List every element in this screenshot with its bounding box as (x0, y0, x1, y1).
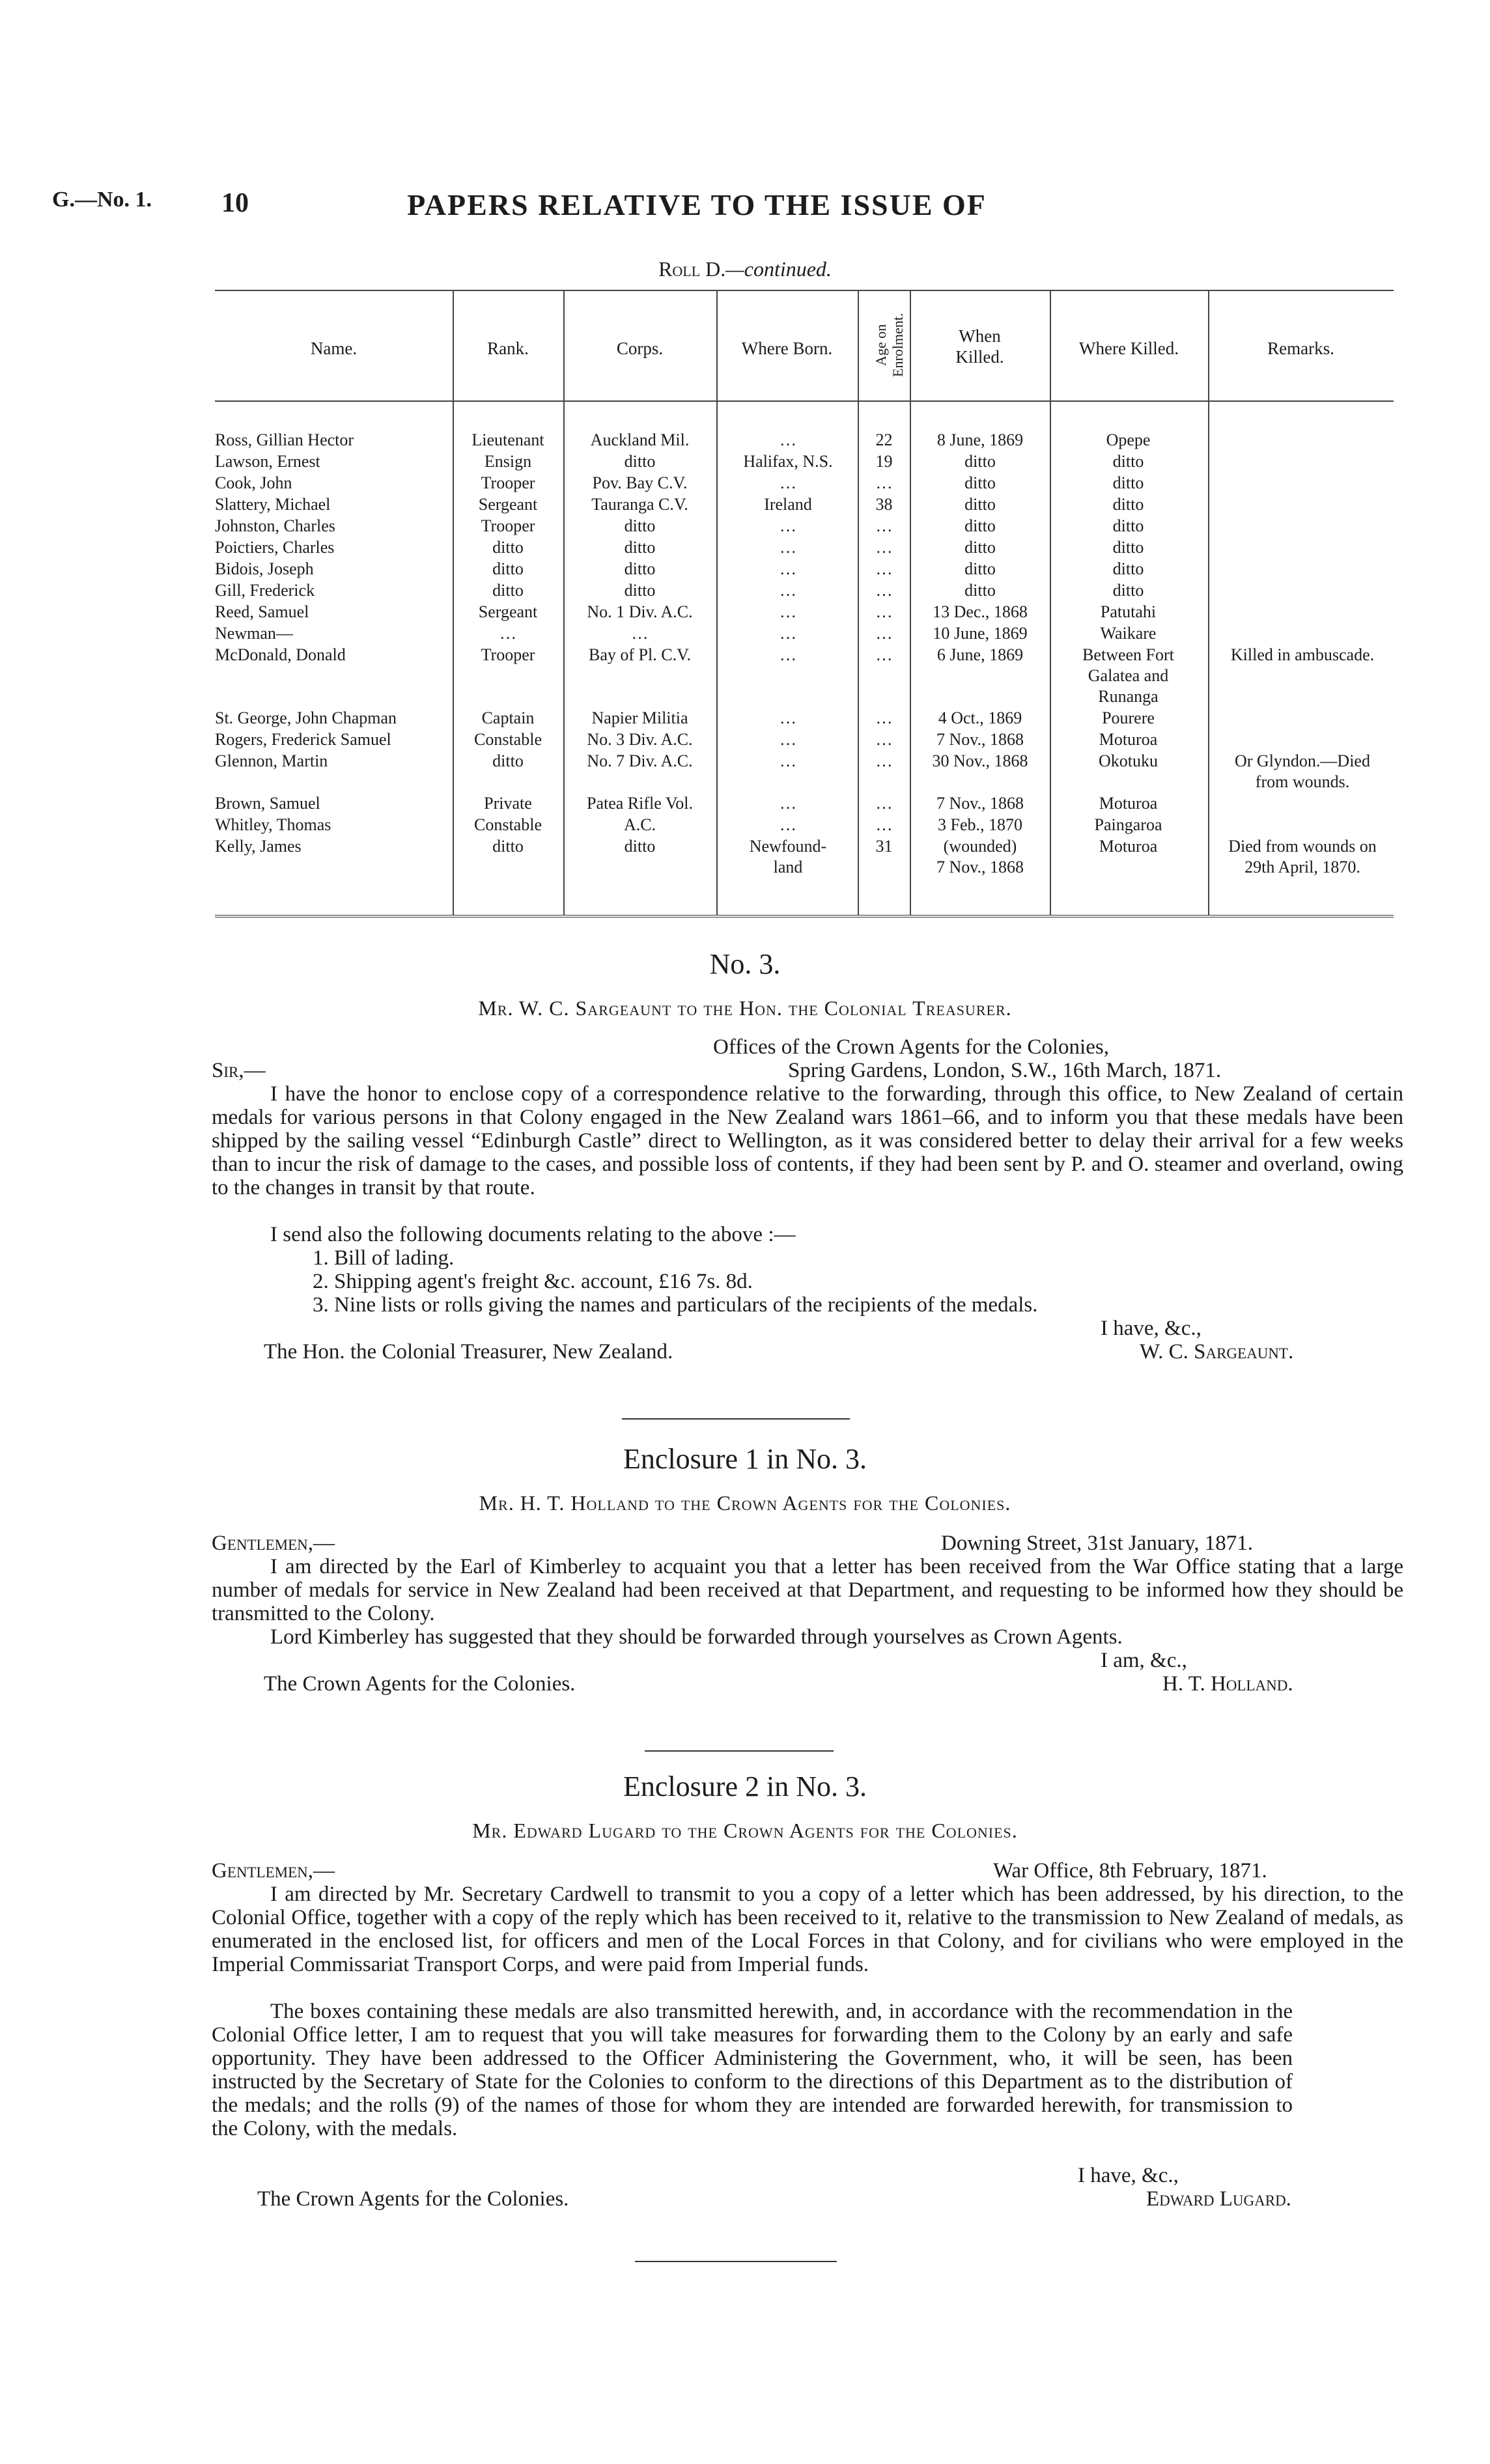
cell-when-killed: 30 Nov., 1868 (932, 751, 1028, 770)
cell-age: … (875, 516, 893, 535)
cell-age: … (875, 581, 893, 600)
section-divider (622, 1418, 850, 1420)
cell-where-killed: Moturoa (1099, 837, 1158, 856)
document-list-item: 1. Bill of lading. (313, 1246, 455, 1270)
cell-where-killed: Moturoa (1099, 794, 1158, 813)
cell-where-born: … (780, 473, 796, 492)
cell-when-killed: ditto (964, 452, 996, 471)
column-header-age: Age on Enrolment. (873, 313, 906, 378)
cell-corps: No. 1 Div. A.C. (587, 602, 693, 621)
cell-when-killed: ditto (964, 495, 996, 514)
cell-age: … (875, 794, 893, 813)
roll-caption-continued: —continued. (725, 257, 832, 281)
cell-remarks: Killed in ambuscade. (1230, 645, 1375, 664)
cell-where-born: … (780, 708, 796, 727)
cell-name: Reed, Samuel (215, 602, 309, 621)
cell-name: Gill, Frederick (215, 581, 315, 600)
cell-when-killed: 8 June, 1869 (936, 430, 1024, 449)
cell-corps: Napier Militia (591, 708, 688, 727)
cell-where-born: … (780, 516, 796, 535)
cell-where-born: … (780, 559, 796, 578)
section-title-no3: No. 3. (709, 948, 781, 980)
section-subtitle-enclosure1: Mr. H. T. Holland to the Crown Agents for the Colonies. (479, 1491, 1011, 1515)
letter-addressee: The Hon. the Colonial Treasurer, New Zealand. (264, 1340, 673, 1364)
cell-rank: ditto (492, 538, 524, 557)
cell-where-killed: ditto (1112, 581, 1144, 600)
table-top-rule (215, 290, 1394, 291)
cell-when-killed: 13 Dec., 1868 (933, 602, 1028, 621)
letter-address-line2: Spring Gardens, London, S.W., 16th March, 1871. (788, 1059, 1222, 1082)
cell-where-killed: Paingaroa (1094, 815, 1162, 834)
cell-where-killed: ditto (1112, 516, 1144, 535)
column-header-when-killed-text: When Killed. (955, 326, 1004, 367)
cell-where-born: … (780, 730, 796, 749)
cell-name: Ross, Gillian Hector (215, 430, 354, 449)
cell-where-born: … (780, 581, 796, 600)
cell-corps: Auckland Mil. (590, 430, 690, 449)
cell-where-born: … (780, 624, 796, 643)
cell-where-killed: Patutahi (1100, 602, 1157, 621)
cell-rank: Constable (474, 730, 542, 749)
cell-name: Bidois, Joseph (215, 559, 314, 578)
column-divider (1050, 290, 1051, 915)
cell-where-killed: ditto (1112, 538, 1144, 557)
letter-addressee: The Crown Agents for the Colonies. (264, 1672, 576, 1696)
cell-name: Rogers, Frederick Samuel (215, 730, 391, 749)
letter-signature: H. T. Holland. (1162, 1672, 1293, 1696)
cell-corps: Tauranga C.V. (591, 495, 688, 514)
column-header-where-killed: Where Killed. (1079, 339, 1179, 358)
cell-name: Kelly, James (215, 837, 302, 856)
cell-name: McDonald, Donald (215, 645, 346, 664)
cell-age: … (875, 815, 893, 834)
cell-where-born: … (780, 645, 796, 664)
cell-age: … (875, 708, 893, 727)
column-divider (1208, 290, 1209, 915)
section-divider (645, 1750, 834, 1752)
cell-name: Poictiers, Charles (215, 538, 335, 557)
cell-name: St. George, John Chapman (215, 708, 397, 727)
section-subtitle-enclosure2: Mr. Edward Lugard to the Crown Agents for the Colonies. (472, 1819, 1018, 1842)
letter-closing: I have, &c., (1078, 2164, 1179, 2187)
letter-salutation: Gentlemen,— (212, 1532, 335, 1555)
cell-where-killed: ditto (1112, 559, 1144, 578)
cell-remarks: Died from wounds on 29th April, 1870. (1228, 837, 1377, 876)
cell-name: Cook, John (215, 473, 292, 492)
letter-body: The boxes containing these medals are also transmitted herewith, and, in accordance with the recommendation in the Colonial Office letter, I am to request that you will take measures for forwarding them to the Colony by an early and safe opportunity. They have been addressed to the Officer Administering the Government, who, it will be seen, has been instructed by the Secretary of State for the Colonies to conform to the directions of this Department as to the distribution of the medals; and the rolls (9) of the names of those for whom they are intended are forwarded herewith, for transmission to the Colony, with the medals. (212, 2000, 1293, 2140)
cell-rank: ditto (492, 559, 524, 578)
letter-body: I have the honor to enclose copy of a correspondence relative to the forwarding, through this office, to New Zealand of certain medals for various persons in that Colony engaged in the New Zealand wars 1861–66, and to inform you that these medals have been shipped by the sailing vessel “Edinburgh Castle” direct to Wellington, as it was considered better to delay their arrival for a few weeks than to incur the risk of damage to the cases, and possible loss of contents, if they had been sent by P. and O. steamer and overland, owing to the changes in transit by that route. (212, 1082, 1403, 1199)
cell-corps: ditto (624, 837, 656, 856)
cell-corps: ditto (624, 559, 656, 578)
column-divider (453, 290, 454, 915)
cell-rank: Sergeant (478, 495, 538, 514)
cell-when-killed: ditto (964, 581, 996, 600)
cell-age: 19 (875, 452, 893, 471)
cell-rank: … (499, 624, 516, 643)
section-divider (635, 2261, 837, 2262)
cell-age: … (875, 602, 893, 621)
roll-caption (0, 257, 1490, 281)
cell-rank: ditto (492, 581, 524, 600)
section-title-enclosure1: Enclosure 1 in No. 3. (623, 1443, 867, 1475)
cell-age: 38 (875, 495, 893, 514)
cell-name: Brown, Samuel (215, 794, 320, 813)
table-header-rule (215, 400, 1394, 402)
cell-corps: Patea Rifle Vol. (587, 794, 693, 813)
cell-age: … (875, 538, 893, 557)
cell-where-born: … (780, 538, 796, 557)
cell-when-killed: 7 Nov., 1868 (936, 730, 1024, 749)
letter-dateline: War Office, 8th February, 1871. (993, 1859, 1267, 1883)
column-divider (858, 290, 859, 915)
letter-body: I am directed by the Earl of Kimberley to acquaint you that a letter has been received from the War Office stating that a large number of medals for service in New Zealand had been received at that Department, and requesting to be informed how they should be transmitted to the Colony. (212, 1555, 1403, 1625)
cell-where-killed: ditto (1112, 495, 1144, 514)
cell-remarks: Or Glyndon.—Died from wounds. (1235, 751, 1370, 791)
cell-age: 31 (875, 837, 893, 856)
cell-rank: ditto (492, 837, 524, 856)
cell-name: Johnston, Charles (215, 516, 335, 535)
cell-where-born: … (780, 794, 796, 813)
column-header-rank: Rank. (487, 339, 529, 358)
cell-corps: ditto (624, 516, 656, 535)
letter-salutation: Gentlemen,— (212, 1859, 335, 1883)
document-list-item: 2. Shipping agent's freight &c. account, £16 7s. 8d. (313, 1270, 753, 1293)
section-subtitle-no3: Mr. W. C. Sargeaunt to the Hon. the Colonial Treasurer. (478, 996, 1012, 1020)
cell-rank: Constable (474, 815, 542, 834)
cell-rank: Sergeant (478, 602, 538, 621)
cell-when-killed: 6 June, 1869 (936, 645, 1024, 664)
cell-rank: Trooper (481, 645, 535, 664)
cell-name: Slattery, Michael (215, 495, 331, 514)
column-divider (563, 290, 565, 915)
cell-name: Lawson, Ernest (215, 452, 320, 471)
cell-age: … (875, 624, 893, 643)
document-list-item: 3. Nine lists or rolls giving the names and particulars of the recipients of the medals. (313, 1293, 1038, 1317)
cell-age: … (875, 751, 893, 770)
cell-corps: No. 3 Div. A.C. (587, 730, 693, 749)
cell-name: Newman— (215, 624, 293, 643)
cell-where-born: … (780, 751, 796, 770)
letter-address-line1: Offices of the Crown Agents for the Colonies, (713, 1035, 1109, 1059)
letter-also: I send also the following documents relating to the above :— (270, 1223, 796, 1246)
cell-age: … (875, 473, 893, 492)
letter-body: I am directed by Mr. Secretary Cardwell to transmit to you a copy of a letter which has been addressed, by his direction, to the Colonial Office, together with a copy of the reply which has been received to it, relative to the transmission to New Zealand of medals, as enumerated in the enclosed list, for officers and men of the Local Forces in that Colony, and for civilians who were employed in the Imperial Commissariat Transport Corps, and were paid from Imperial funds. (212, 1883, 1403, 1976)
cell-when-killed: ditto (964, 538, 996, 557)
cell-corps: Bay of Pl. C.V. (589, 645, 691, 664)
cell-rank: Lieutenant (471, 430, 544, 449)
section-title-enclosure2: Enclosure 2 in No. 3. (623, 1771, 867, 1802)
cell-where-born: … (780, 602, 796, 621)
cell-when-killed: 3 Feb., 1870 (938, 815, 1022, 834)
letter-closing: I am, &c., (1101, 1649, 1187, 1672)
roll-table (215, 290, 1394, 925)
cell-corps: ditto (624, 581, 656, 600)
cell-where-born: Halifax, N.S. (743, 452, 833, 471)
cell-where-born: Newfound- land (749, 837, 827, 876)
document-reference: G.—No. 1. (52, 188, 152, 212)
column-header-where-born: Where Born. (741, 339, 833, 358)
cell-corps: A.C. (623, 815, 656, 834)
cell-where-killed: Between Fort Galatea and Runanga (1082, 645, 1174, 706)
column-divider (910, 290, 911, 915)
cell-rank: Trooper (481, 516, 535, 535)
page-number: 10 (221, 188, 249, 218)
cell-rank: Trooper (481, 473, 535, 492)
cell-age: … (875, 645, 893, 664)
cell-when-killed: 4 Oct., 1869 (938, 708, 1022, 727)
table-bottom-rule (215, 915, 1394, 917)
cell-corps: … (631, 624, 649, 643)
cell-corps: No. 7 Div. A.C. (587, 751, 693, 770)
cell-age: … (875, 559, 893, 578)
cell-rank: Captain (481, 708, 535, 727)
cell-corps: ditto (624, 452, 656, 471)
letter-closing: I have, &c., (1101, 1317, 1202, 1340)
letter-salutation: Sir,— (212, 1059, 266, 1082)
column-divider (716, 290, 718, 915)
cell-where-killed: ditto (1112, 473, 1144, 492)
cell-where-born: … (780, 430, 796, 449)
letter-signature: Edward Lugard. (1146, 2187, 1291, 2211)
cell-corps: ditto (624, 538, 656, 557)
cell-when-killed: ditto (964, 559, 996, 578)
cell-when-killed: ditto (964, 473, 996, 492)
running-head (52, 188, 1342, 227)
cell-rank: Ensign (484, 452, 532, 471)
letter-body: Lord Kimberley has suggested that they should be forwarded through yourselves as Crown Agents. (270, 1625, 1123, 1649)
cell-name: Whitley, Thomas (215, 815, 331, 834)
cell-when-killed: (wounded) 7 Nov., 1868 (936, 837, 1024, 876)
letter-addressee: The Crown Agents for the Colonies. (257, 2187, 569, 2211)
cell-where-killed: Opepe (1106, 430, 1151, 449)
cell-where-born: … (780, 815, 796, 834)
cell-where-killed: ditto (1112, 452, 1144, 471)
cell-where-killed: Pourere (1102, 708, 1155, 727)
page-title: PAPERS RELATIVE TO THE ISSUE OF (407, 188, 987, 221)
cell-age: 22 (875, 430, 893, 449)
column-header-corps: Corps. (616, 339, 664, 358)
cell-where-killed: Waikare (1100, 624, 1157, 643)
column-header-remarks: Remarks. (1267, 339, 1334, 358)
cell-when-killed: 7 Nov., 1868 (936, 794, 1024, 813)
letter-dateline: Downing Street, 31st January, 1871. (941, 1532, 1254, 1555)
letter-signature: W. C. Sargeaunt. (1140, 1340, 1294, 1364)
column-header-when-killed (910, 326, 1050, 367)
column-header-name: Name. (310, 339, 358, 358)
cell-where-killed: Okotuku (1099, 751, 1158, 770)
cell-where-killed: Moturoa (1099, 730, 1158, 749)
cell-name: Glennon, Martin (215, 751, 328, 770)
cell-when-killed: 10 June, 1869 (933, 624, 1028, 643)
cell-age: … (875, 730, 893, 749)
cell-when-killed: ditto (964, 516, 996, 535)
cell-corps: Pov. Bay C.V. (592, 473, 688, 492)
cell-rank: Private (484, 794, 532, 813)
cell-where-born: Ireland (764, 495, 812, 514)
roll-caption-main: Roll D. (658, 257, 726, 281)
cell-rank: ditto (492, 751, 524, 770)
